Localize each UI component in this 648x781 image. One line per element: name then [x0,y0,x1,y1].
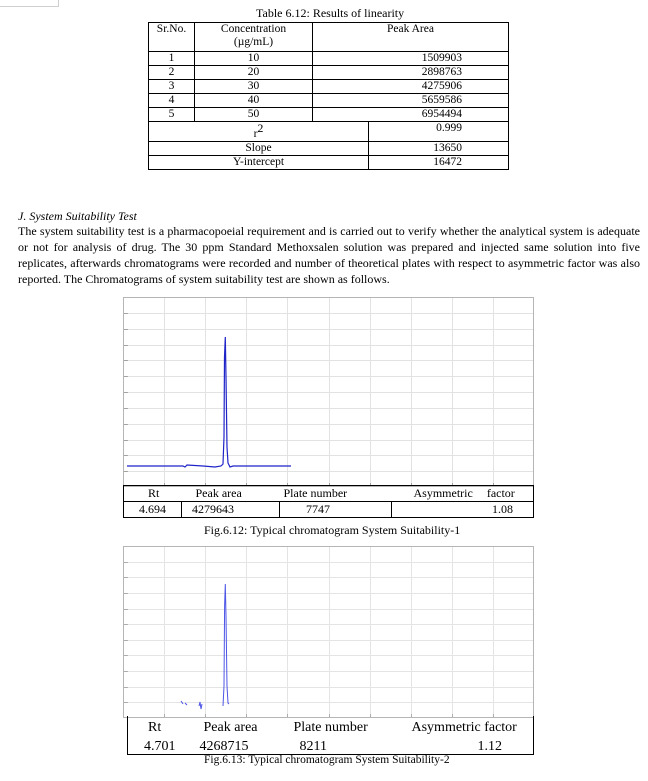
slope-row [149,141,509,155]
asymmetric-factor-value: 1.12 [392,740,534,755]
plate-number-value: 8211 [280,740,392,755]
rt-value: 4.694 [124,502,182,518]
row-concentration: 10 [195,52,313,66]
peak-area-header: Peak area [203,720,258,735]
row-peak-area: 5659586 [313,94,509,108]
chromatogram-1-results [123,485,534,518]
row-peak-area: 6954494 [313,108,509,122]
table-row [149,94,509,108]
peak-area-header: Peak area [182,486,280,502]
row-sr: 4 [149,94,195,108]
slope-value: 13650 [369,141,509,155]
table-row [149,52,509,66]
table-row [149,108,509,122]
row-sr: 2 [149,66,195,80]
linearity-table [148,22,509,170]
row-peak-area: 1509903 [313,52,509,66]
chromatogram-1-results-values [124,502,534,518]
plate-number-header: Plate number [293,720,368,735]
rt-header: Rt [128,716,186,740]
chromatogram-2-results [127,716,534,755]
r-squared-sup: 2 [257,121,264,135]
chromatogram-2-results-values [128,740,534,755]
asymmetric-factor-header [392,486,534,502]
linearity-table-title: Table 6.12: Results of linearity [256,6,405,20]
section-heading: J. System Suitability Test [18,209,137,223]
section-paragraph: The system suitability test is a pharmacopoeial requirement and is carried out to verify whether the analytical system is adequate or not for analysis of drug. The 30 ppm Standard Methoxsalen solution was prepared and injected same solution into five replicates, afterwards chromatograms were recorded and number of theoretical plates with respect to asymmetric factor was also reported. The Chromatograms of system suitability test are shown as follows. [18,224,640,286]
asymmetric-factor-header: Asymmetric factor [392,716,534,740]
plate-number-value: 7747 [280,502,392,518]
chromatogram-1 [123,297,534,487]
header-peak-area: Peak Area [313,23,509,52]
plate-number-header: Plate number [280,486,392,502]
figure-caption-1: Fig.6.12: Typical chromatogram System Suitability-1 [204,523,461,537]
asymmetric-header-a: Asymmetric [413,486,473,500]
linearity-header-row [149,23,509,52]
figure-caption-2: Fig.6.13: Typical chromatogram System Suitability-2 [204,754,450,766]
row-peak-area: 4275906 [313,80,509,94]
header-sr-no: Sr.No. [149,23,195,52]
chromatogram-1-plot [123,297,534,487]
asymmetric-factor-value: 1.08 [392,502,534,518]
chromatogram-2-results-header [128,716,534,740]
intercept-label: Y-intercept [149,155,369,169]
asymmetric-header-b: factor [486,486,515,500]
row-concentration: 20 [195,66,313,80]
header-concentration-label: Concentration [220,23,287,35]
chromatogram-2 [123,546,534,718]
rt-header: Rt [124,486,182,502]
slope-label: Slope [149,141,369,155]
row-sr: 1 [149,52,195,66]
peak-area-value: 4268715 [186,740,280,755]
row-concentration: 50 [195,108,313,122]
r-squared-row [149,122,509,142]
rt-value: 4.701 [128,740,186,755]
row-sr: 3 [149,80,195,94]
r-squared-value: 0.999 [369,122,509,142]
intercept-value: 16472 [369,155,509,169]
peak-area-value: 4279643 [182,502,280,518]
row-sr: 5 [149,108,195,122]
header-concentration-unit: (µg/mL) [233,36,274,48]
intercept-row [149,155,509,169]
header-concentration [195,23,313,52]
row-concentration: 30 [195,80,313,94]
page-corner-mark [0,0,59,7]
r-squared-label [149,122,369,142]
table-row [149,80,509,94]
chromatogram-1-results-header [124,486,534,502]
row-concentration: 40 [195,94,313,108]
table-row [149,66,509,80]
r-squared-base: r [253,127,258,140]
row-peak-area: 2898763 [313,66,509,80]
chromatogram-2-plot [123,546,534,718]
